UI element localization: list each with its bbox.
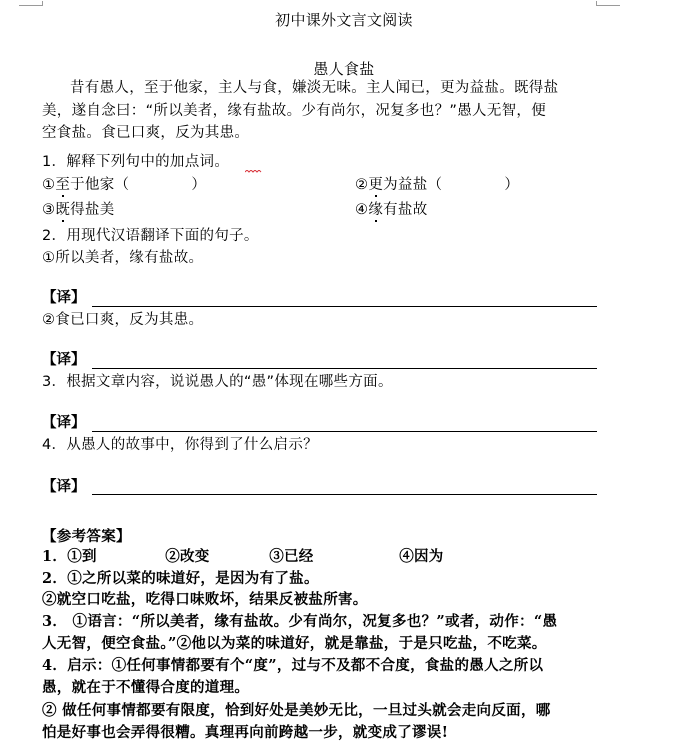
option-close-paren: ） — [191, 177, 207, 193]
reference-answer-line-6: 愚，就在于不懂得合度的道理。 — [42, 679, 250, 696]
answer-1-item-3: ③已经 — [269, 548, 314, 565]
reference-answer-line-4: 人无智，便空食盐。”②他以为菜的味道好，就是靠盐，于是只吃盐，不吃菜。 — [42, 635, 547, 652]
dotted-word: 更 — [368, 177, 384, 193]
question-2-sentence-2: ②食已口爽，反为其患。 — [42, 312, 204, 328]
reference-answer-line-8: 怕是好事也会弄得很糟。真理再向前跨越一步，就变成了谬误! — [42, 724, 449, 741]
passage-line-1: 昔有愚人，至于他家，主人与食，嫌淡无味。主人闻已，更为益盐。既得盐 — [70, 80, 559, 96]
option-number: ② — [355, 177, 369, 193]
question-1-option-3 — [42, 200, 115, 220]
option-number: ④ — [355, 202, 369, 218]
dotted-word: 至 — [55, 177, 71, 193]
option-number: ① — [42, 177, 56, 193]
question-1-option-2 — [355, 175, 519, 195]
answer-blank-line-2[interactable] — [92, 368, 597, 369]
reference-answer-1 — [42, 547, 444, 567]
passage-line-2: 美，遂自念曰：“所以美者，缘有盐故。少有尚尔，况复多也？”愚人无智，便 — [42, 103, 547, 119]
answer-label-4: 【译】 — [42, 478, 86, 495]
reference-answer-line-7: ② 做任何事情都要有限度，恰到好处是美妙无比，一旦过头就会走向反面，哪 — [42, 702, 551, 719]
answer-label-2: 【译】 — [42, 351, 86, 368]
question-1-prompt: 1．解释下列句中的加点词。 — [42, 154, 230, 170]
question-2-prompt: 2．用现代汉语翻译下面的句子。 — [42, 228, 259, 244]
reference-answer-line-5: 4．启示：①任何事情都要有个“度”，过与不及都不合度，食盐的愚人之所以 — [42, 657, 544, 674]
reference-answer-line-2: ②就空口吃盐，吃得口味败坏，结果反被盐所害。 — [42, 591, 368, 608]
question-4-prompt: 4．从愚人的故事中，你得到了什么启示？ — [42, 437, 318, 453]
question-1-option-4 — [355, 200, 428, 220]
dotted-word: 既 — [55, 202, 71, 218]
question-3-prompt: 3．根据文章内容，说说愚人的“愚”体现在哪些方面。 — [42, 374, 393, 390]
answer-label-3: 【译】 — [42, 414, 86, 431]
answer-1-item-2: ②改变 — [165, 548, 210, 565]
answer-1-item-1: ①到 — [67, 548, 97, 565]
answer-number: 1． — [42, 548, 68, 565]
option-text: 于他家（ — [70, 177, 130, 193]
answer-blank-line-3[interactable] — [92, 431, 597, 432]
option-text: 为益盐（ — [383, 177, 443, 193]
answer-blank-line-4[interactable] — [92, 494, 597, 495]
dotted-word: 缘 — [368, 202, 384, 218]
answer-1-item-4: ④因为 — [399, 548, 444, 565]
reference-answer-heading: 【参考答案】 — [42, 528, 131, 545]
margin-corner-mark-left — [19, 5, 43, 6]
option-text: 得盐美 — [70, 202, 115, 218]
spellcheck-wavy-underline-icon — [245, 170, 262, 173]
reference-answer-line-3: 3． ①语言：“所以美者，缘有盐故。少有尚尔，况复多也？”或者，动作：“愚 — [42, 613, 558, 630]
option-close-paren: ） — [504, 177, 520, 193]
option-number: ③ — [42, 202, 56, 218]
answer-blank-line-1[interactable] — [92, 306, 597, 307]
question-2-sentence-1: ①所以美者，缘有盐故。 — [42, 250, 204, 266]
passage-line-3: 空食盐。食已口爽，反为其患。 — [42, 125, 250, 141]
option-text: 有盐故 — [383, 202, 428, 218]
margin-corner-mark-right — [596, 5, 620, 6]
document-header-title: 初中课外文言文阅读 — [275, 11, 413, 29]
reference-answer-line-1: 2．①之所以菜的味道好，是因为有了盐。 — [42, 570, 319, 587]
passage-title: 愚人食盐 — [313, 60, 375, 78]
answer-label-1: 【译】 — [42, 289, 86, 306]
question-1-option-1 — [42, 175, 206, 195]
